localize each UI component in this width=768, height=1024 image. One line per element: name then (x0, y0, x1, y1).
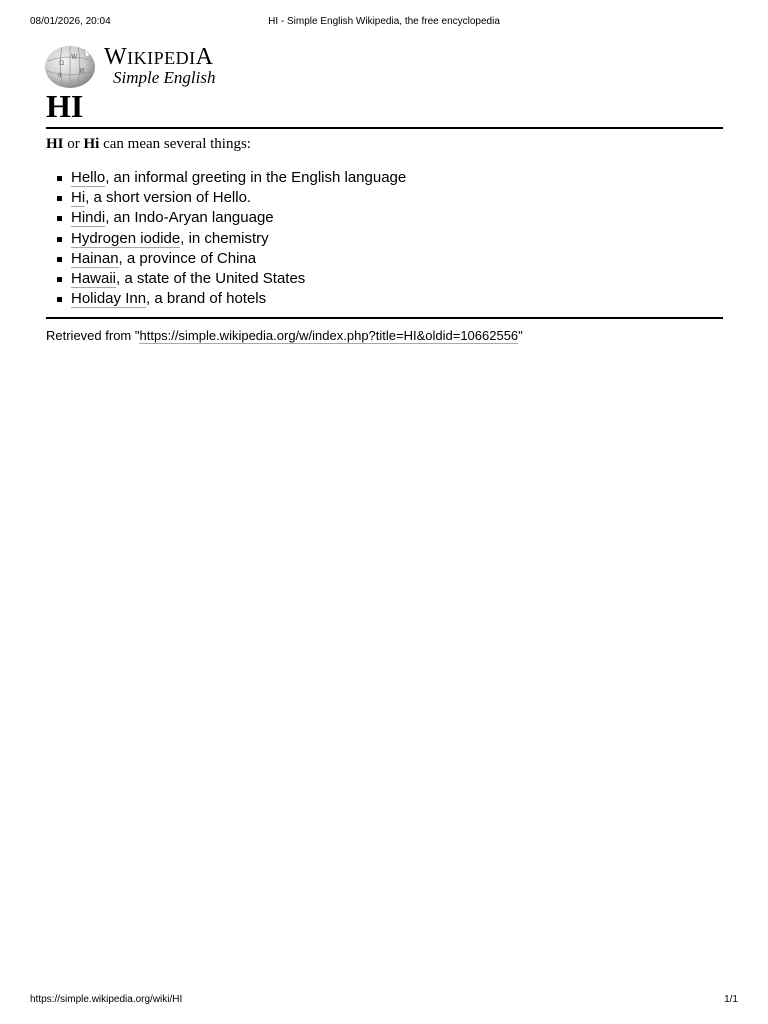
print-url: https://simple.wikipedia.org/wiki/HI (30, 994, 183, 1005)
list-item (46, 229, 706, 249)
svg-text:W: W (71, 54, 78, 61)
wordmark-last-letter: A (195, 44, 214, 70)
permanent-link[interactable]: https://simple.wikipedia.org/w/index.php?title=HI&oldid=10662556 (139, 328, 519, 343)
bullet-icon (57, 196, 62, 201)
link-hindi[interactable]: Hindi (71, 209, 106, 227)
item-description: , an informal greeting in the English language (105, 169, 407, 186)
bullet-icon (57, 176, 62, 181)
item-description: , a state of the United States (116, 269, 306, 287)
link-hydrogen-iodide[interactable]: Hydrogen iodide (71, 229, 181, 247)
list-item (46, 208, 706, 228)
svg-text:ά: ά (58, 72, 63, 79)
item-description: , a province of China (118, 249, 257, 267)
page-number: 1/1 (724, 994, 738, 1005)
wikipedia-globe-icon (44, 43, 98, 89)
title-divider (46, 127, 723, 129)
list-item (46, 168, 706, 188)
svg-text:И: И (79, 68, 85, 75)
wordmark-first-letter: W (104, 44, 128, 70)
intro-connector: or (63, 136, 84, 152)
list-item (46, 289, 706, 309)
retrieved-from (46, 327, 523, 345)
intro-term-hi-upper: HI (46, 136, 64, 152)
list-item (46, 188, 706, 208)
item-description: , a brand of hotels (146, 290, 267, 308)
content-bottom-divider (46, 317, 723, 319)
svg-text:Ω: Ω (59, 60, 64, 67)
print-date: 08/01/2026, 20:04 (30, 16, 111, 27)
page-title: HI (46, 88, 84, 124)
retrieved-suffix: " (518, 328, 523, 343)
link-hello[interactable]: Hello (71, 169, 106, 186)
bullet-icon (57, 257, 62, 262)
list-item (46, 269, 706, 289)
item-description: , a short version of Hello. (85, 189, 252, 207)
wikipedia-tagline: Simple English (113, 68, 216, 87)
wikipedia-wordmark (104, 44, 214, 71)
list-item (46, 249, 706, 269)
item-description: , in chemistry (180, 229, 269, 247)
intro-sentence (46, 134, 251, 154)
disambiguation-list (46, 168, 706, 309)
link-hainan[interactable]: Hainan (71, 249, 119, 267)
bullet-icon (57, 277, 62, 282)
wikipedia-logo[interactable] (44, 43, 244, 91)
intro-rest: can mean several things: (99, 136, 251, 152)
print-header (0, 16, 768, 30)
bullet-icon (57, 237, 62, 242)
link-hawaii[interactable]: Hawaii (71, 269, 117, 287)
bullet-icon (57, 297, 62, 302)
print-page-title: HI - Simple English Wikipedia, the free encyclopedia (268, 16, 500, 27)
intro-term-hi-lower: Hi (83, 136, 100, 152)
retrieved-prefix: Retrieved from " (46, 328, 140, 343)
item-description: , an Indo-Aryan language (105, 209, 274, 227)
wordmark-middle-letters: IKIPEDI (127, 48, 196, 68)
link-holiday-inn[interactable]: Holiday Inn (71, 290, 147, 308)
print-footer (0, 994, 768, 1008)
link-hi[interactable]: Hi (71, 189, 86, 207)
bullet-icon (57, 216, 62, 221)
